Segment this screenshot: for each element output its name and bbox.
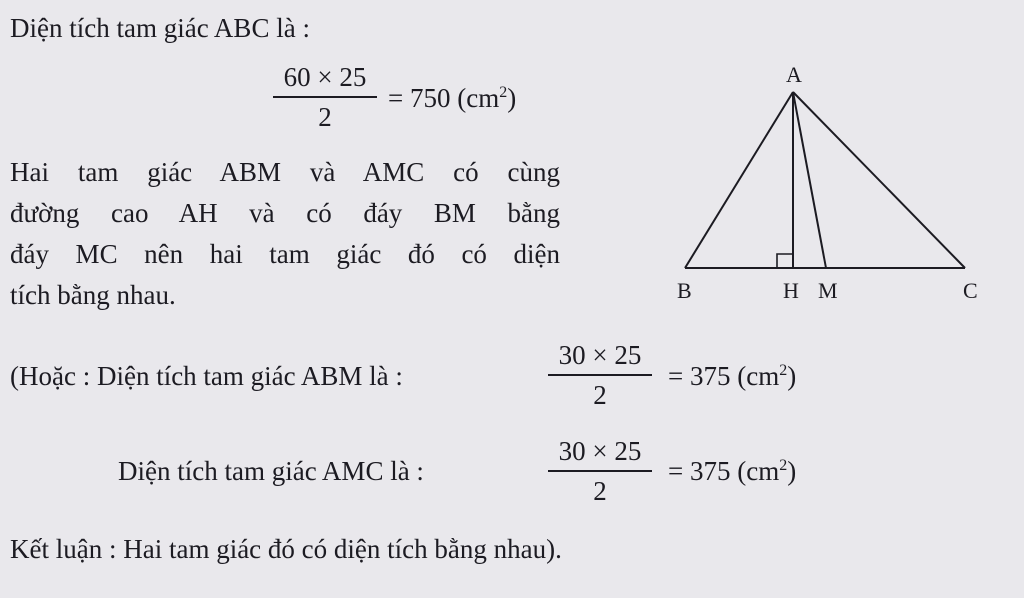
conclusion-line: Kết luận : Hai tam giác đó có diện tích bằng nhau). <box>10 534 562 564</box>
equation-close: ) <box>787 456 797 486</box>
unit-exponent: 2 <box>499 84 508 101</box>
paragraph-line: đáy MC nên hai tam giác đó có diện <box>10 239 560 269</box>
equation-rhs: = 375 (cm <box>668 456 780 486</box>
line-abc-area: Diện tích tam giác ABC là : <box>10 13 310 43</box>
equation-close: ) <box>507 83 517 113</box>
fraction-denominator: 2 <box>318 102 332 132</box>
paragraph-line: tích bằng nhau. <box>10 280 176 310</box>
vertex-label-a: A <box>786 62 802 87</box>
unit-exponent: 2 <box>779 457 788 474</box>
point-label-h: H <box>783 278 799 303</box>
vertex-label-b: B <box>677 278 692 303</box>
right-angle-mark <box>777 254 793 268</box>
unit-exponent: 2 <box>779 362 788 379</box>
median-am <box>793 92 826 268</box>
paragraph-line: đường cao AH và có đáy BM bằng <box>10 198 560 228</box>
fraction-denominator: 2 <box>593 476 607 506</box>
side-ab <box>685 92 793 268</box>
fraction-denominator: 2 <box>593 380 607 410</box>
point-label-m: M <box>818 278 838 303</box>
fraction-numerator: 30 × 25 <box>548 436 652 472</box>
equation-rhs: = 375 (cm <box>668 361 780 391</box>
equation-rhs: = 750 (cm <box>388 83 500 113</box>
vertex-label-c: C <box>963 278 978 303</box>
fraction-numerator: 30 × 25 <box>548 340 652 376</box>
fraction-numerator: 60 × 25 <box>273 62 377 98</box>
equation-amc-prefix: Diện tích tam giác AMC là : <box>118 456 424 486</box>
equation-close: ) <box>787 361 797 391</box>
side-ac <box>793 92 965 268</box>
equation-abm-prefix: (Hoặc : Diện tích tam giác ABM là : <box>10 361 403 391</box>
paragraph-line: Hai tam giác ABM và AMC có cùng <box>10 157 560 187</box>
